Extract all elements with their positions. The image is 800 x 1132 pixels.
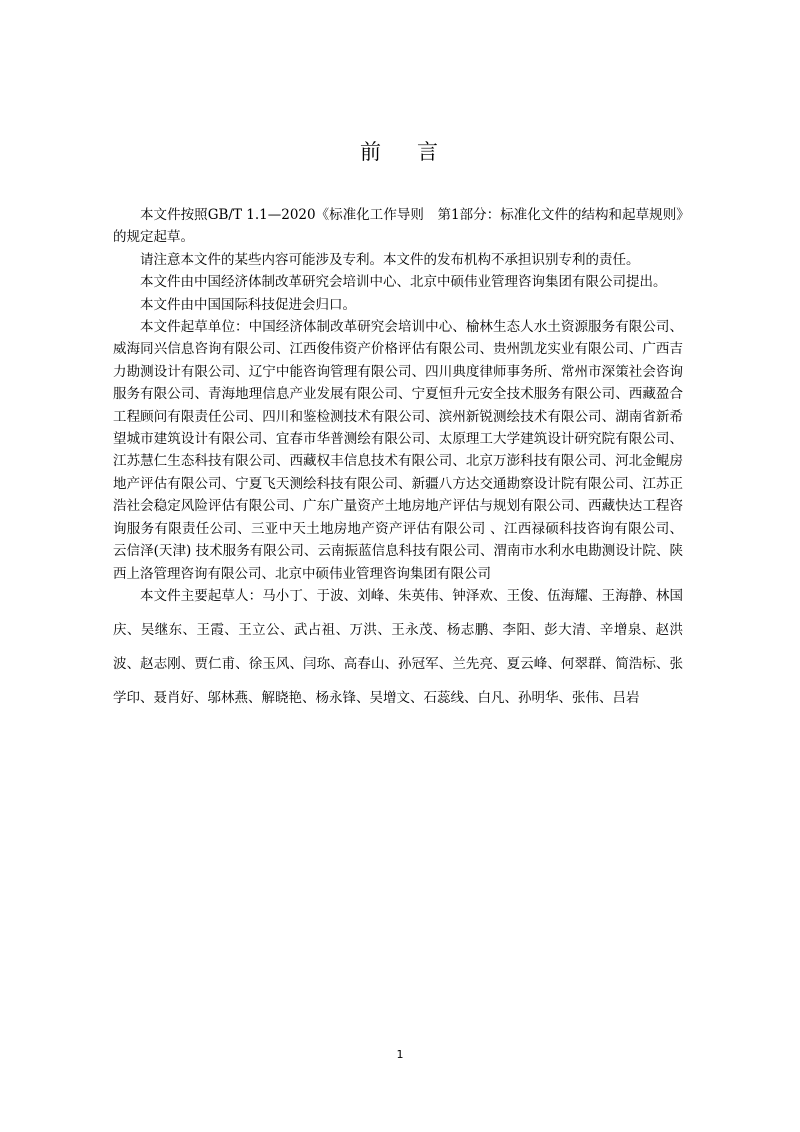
- paragraph-drafting-units: 本文件起草单位：中国经济体制改革研究会培训中心、榆林生态人水土资源服务有限公司、威海同兴信息咨询有限公司、江西俊伟资产价格评估有限公司、贵州凯龙实业有限公司、广西吉力勘测设计有限公司、辽宁中能咨询管理有限公司、四川典度律师事务所、常州市深策社会咨询服务有限公司、青海地理信息产业发展有限公司、宁夏恒升元安全技术服务有限公司、西藏盈合工程顾问有限责任公司、四川和鉴检测技术有限公司、滨州新锐测绘技术有限公司、湖南省新希望城市建筑设计有限公司、宜春市华普测绘有限公司、太原理工大学建筑设计研究院有限公司、江苏慧仁生态科技有限公司、西藏权丰信息技术有限公司、北京万澎科技有限公司、河北金鲲房地产评估有限公司、宁夏飞天测绘科技有限公司、新疆八方达交通勘察设计院有限公司、江苏正浩社会稳定风险评估有限公司、广东广量资产土地房地产评估与规划有限公司、西藏快达工程咨询服务有限责任公司、三亚中天土地房地产资产评估有限公司 、江西禄硕科技咨询有限公司、云信泽(天津) 技术服务有限公司、云南振蓝信息科技有限公司、渭南市水利水电勘测设计院、陕西上洛管理咨询有限公司、北京中硕伟业管理咨询集团有限公司: [113, 319, 683, 582]
- document-body: [113, 204, 683, 715]
- paragraph-drafting-rules: 本文件按照GB/T 1.1—2020《标准化工作导则 第1部分：标准化文件的结构和起草规则》的规定起草。: [113, 207, 683, 246]
- page-title: [0, 136, 800, 166]
- title-part-2: 言: [417, 140, 440, 164]
- page-number: 1: [396, 1048, 404, 1061]
- paragraph-patent-notice: 请注意本文件的某些内容可能涉及专利。本文件的发布机构不承担识别专利的责任。: [140, 251, 640, 268]
- title-part-1: 前: [360, 140, 383, 164]
- paragraph-centralized-unit: 本文件由中国国际科技促进会归口。: [140, 296, 356, 313]
- paragraph-proposer: 本文件由中国经济体制改革研究会培训中心、北京中硕伟业管理咨询集团有限公司提出。: [140, 274, 667, 291]
- paragraph-main-drafters: 本文件主要起草人：马小丁、于波、刘峰、朱英伟、钟泽欢、王俊、伍海耀、王海静、林国庆、吴继东、王霞、王立公、武占祖、万洪、王永茂、杨志鹏、李阳、彭大清、辛增泉、赵洪波、赵志刚、贾仁甫、徐玉风、闫珎、高春山、孙冠军、兰先亮、夏云峰、何翠群、简浩标、张学印、聂肖好、邬林燕、解晓艳、杨永锋、吴增文、石蕊线、白凡、孙明华、张伟、吕岩: [113, 587, 683, 706]
